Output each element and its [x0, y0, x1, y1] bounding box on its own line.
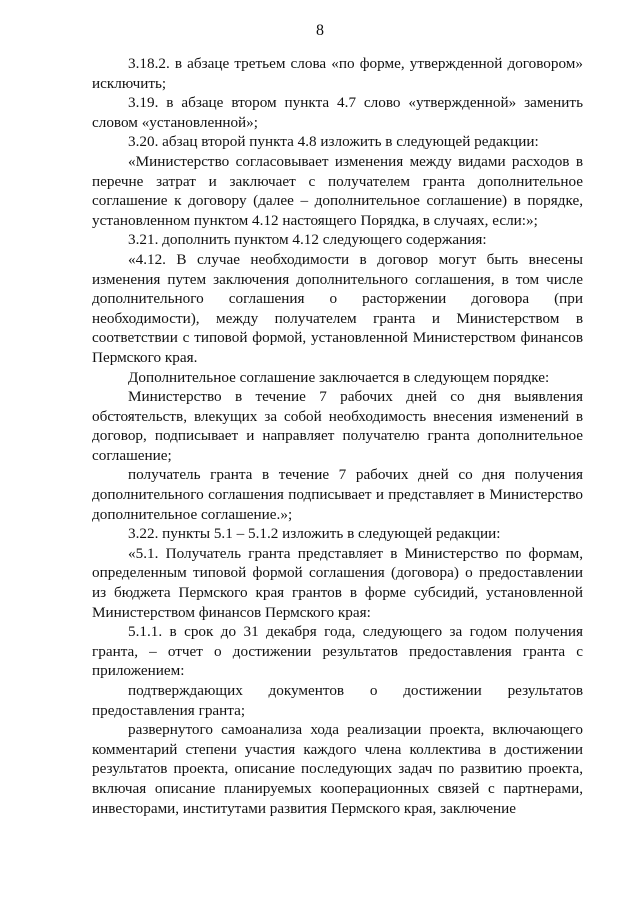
paragraph-3-20: 3.20. абзац второй пункта 4.8 изложить в следующей редакции:	[128, 133, 539, 151]
paragraph-agreement-order: Дополнительное соглашение заключается в следующем порядке:	[128, 368, 550, 386]
paragraph-self-analysis: развернутого самоанализа хода реализации проекта, включающего комментарий степени участия каждого члена коллектива в достижении результатов проекта, описание последующих задач по развитию проекта, включая описание планируемых кооперационных связей с партнерами, инвесторами, институтами развития Пермского края, заключение	[92, 721, 583, 817]
paragraph-4-12-text: «4.12. В случае необходимости в договор могут быть внесены изменения путем заключения дополнительного соглашения, в том числе дополнительного соглашения о расторжении договора (при необходимости), между получателем гранта и Министерством в соответствии с типовой формой, установленной Министерством финансов Пермского края.	[92, 250, 583, 366]
paragraph-recipient-step: получатель гранта в течение 7 рабочих дней со дня получения дополнительного соглашения подписывает и представляет в Министерство дополнительное соглашение.»;	[92, 466, 583, 523]
paragraph-supporting-docs: подтверждающих документов о достижении результатов предоставления гранта;	[92, 682, 583, 719]
page-number: 8	[316, 22, 324, 39]
paragraph-ministry-step: Министерство в течение 7 рабочих дней со дня выявления обстоятельств, влекущих за собой необходимость внесения изменений в договор, подписывает и направляет получателю гранта дополнительное соглашение;	[92, 388, 583, 464]
paragraph-5-1: «5.1. Получатель гранта представляет в Министерство по формам, определенным типовой формой соглашения (договора) о предоставлении из бюджета Пермского края грантов в форме субсидий, установленной Министерством финансов Пермского края:	[92, 544, 583, 621]
document-body	[92, 54, 583, 818]
paragraph-5-1-1: 5.1.1. в срок до 31 декабря года, следующего за годом получения гранта, – отчет о достижении результатов предоставления гранта с приложением:	[92, 623, 583, 680]
paragraph-3-18-2: 3.18.2. в абзаце третьем слова «по форме, утвержденной договором» исключить;	[92, 55, 583, 92]
paragraph-3-19: 3.19. в абзаце втором пункта 4.7 слово «утвержденной» заменить словом «установленной»;	[92, 94, 583, 131]
paragraph-4-8-text: «Министерство согласовывает изменения между видами расходов в перечне затрат и заключает с получателем гранта дополнительное соглашение к договору (далее – дополнительное соглашение) в порядке, установленном пунктом 4.12 настоящего Порядка, в случаях, если:»;	[92, 152, 583, 229]
paragraph-3-22: 3.22. пункты 5.1 – 5.1.2 изложить в следующей редакции:	[128, 525, 501, 543]
paragraph-3-21: 3.21. дополнить пунктом 4.12 следующего содержания:	[128, 231, 487, 249]
